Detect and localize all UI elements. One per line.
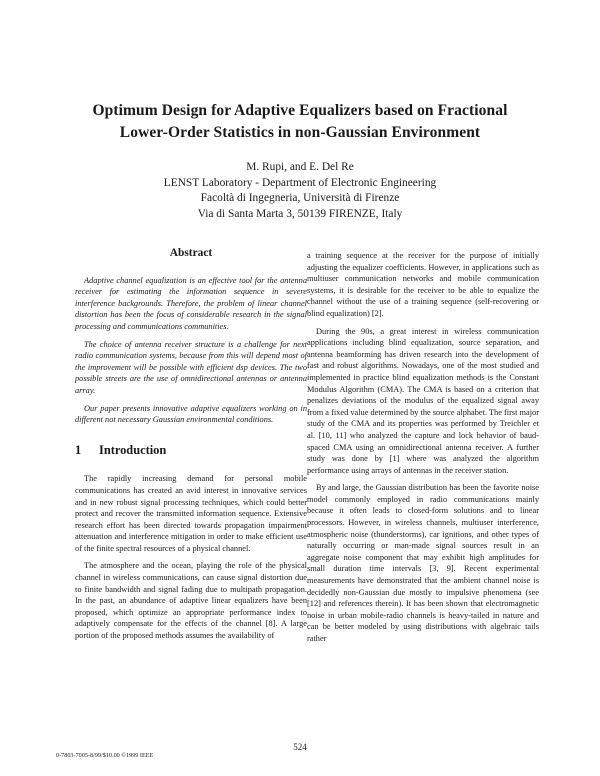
title-line-2: Lower-Order Statistics in non-Gaussian Environment bbox=[119, 124, 481, 141]
intro-paragraph-2: The atmosphere and the ocean, playing the role of the physical channel in wireless communications, can cause signal distortion due to finite bandwidth and signal fading due to multipath propagation. In the past, an abundance of adaptive linear equalizers have been proposed, which optimize an appropriate performance index to adaptively compensate for the effects of the channel [8]. A large portion of the proposed methods assumes the availability of bbox=[75, 561, 307, 641]
author-block bbox=[0, 160, 600, 222]
address: Via di Santa Marta 3, 50139 FIRENZE, Italy bbox=[197, 207, 403, 220]
author-names: M. Rupi, and E. Del Re bbox=[246, 161, 354, 173]
abstract-heading: Abstract bbox=[169, 247, 213, 259]
affiliation-lab: LENST Laboratory - Department of Electronic Engineering bbox=[163, 176, 437, 189]
left-column bbox=[75, 248, 307, 648]
copyright-notice: 0-7803-7005-8/99/$10.00 ©1999 IEEE bbox=[56, 752, 154, 759]
right-paragraph-3: By and large, the Gaussian distribution has been the favorite noise model commonly employed in radio communications mainly because it often leads to closed-form solutions and to linear processors. However, in wireless channels, multiuser interference, atmospheric noise (thunderstorms), car ignitions, and other types of naturally occurring or man-made signal sources result in an aggregate noise component that may exhibit high amplitudes for small duration time intervals [3, 9]. Recent experimental measurements have demonstrated that the ambient channel noise is decidedly non-Gaussian due mostly to impulsive phenomena (see [12] and references therein). It has been shown that electromagnetic noise in urban mobile-radio channels is heavy-tailed in nature and can be better modeled by using distributions with algebraic tails rather bbox=[307, 483, 539, 643]
intro-paragraph-1: The rapidly increasing demand for personal mobile communications has created an avid interest in innovative services and in new robust signal processing techniques, which could better protect and recover the transmitted information sequence. Extensive research effort has been directed towards propagation impairment attenuation and interference mitigation in order to make efficient use of the finite spectral resources of a physical channel. bbox=[75, 474, 307, 553]
right-column bbox=[307, 250, 539, 651]
section-title: Introduction bbox=[99, 442, 167, 457]
abstract-paragraph-1: Adaptive channel equalization is an effective tool for the antenna receiver for estimating the information sequence in severe interference backgrounds. Therefore, the problem of linear channel distortion has been the focus of considerable research in the signal processing and communications communities. bbox=[75, 275, 307, 331]
abstract-paragraph-2: The choice of antenna receiver structure is a challenge for next radio communication systems, because from this will depend most of the improvement will be possible with efficient dsp devices. The two possible streets are the use of omnidirectional antennas or antenna array. bbox=[75, 339, 307, 395]
abstract-paragraph-3: Our paper presents innovative adaptive equalizers working on in different not necessary Gaussian environmental conditions. bbox=[75, 403, 307, 425]
page-number: 524 bbox=[293, 742, 307, 752]
title-line-1: Optimum Design for Adaptive Equalizers based on Fractional bbox=[92, 102, 508, 119]
right-paragraph-2: During the 90s, a great interest in wireless communication applications including blind equalization, source separation, and antenna beamforming has driven research into the development of fast and robust algorithms. Nowadays, one of the most studied and implemented in practice blind equalization methods is the Constant Modulus Algorithm (CMA). The CMA is based on a criterion that penalizes deviations of the modulus of the equalized signal away from a fixed value determined by the source alphabet. The first major study of the CMA and its properties was performed by Treichler et al. [10, 11] who analyzed the capture and lock behavior of baud-spaced CMA using an omnidirectional antenna receiver. A further study was done by [1] where was analyzed the algorithm performance using arrays of antennas in the receiver station. bbox=[307, 326, 539, 475]
section-number: 1 bbox=[75, 442, 82, 457]
abstract-body bbox=[75, 275, 307, 426]
paper-title bbox=[0, 100, 600, 144]
introduction-heading bbox=[75, 442, 307, 457]
right-paragraph-1: a training sequence at the receiver for the purpose of initially adjusting the equalizer coefficients. However, in applications such as multiuser communication networks and mobile communication systems, it is desirable for the receiver to be able to equalize the channel without the use of a training sequence (self-recovering or blind equalization) [2]. bbox=[307, 251, 539, 318]
affiliation-faculty: Facoltà di Ingegneria, Università di Firenze bbox=[200, 192, 400, 205]
